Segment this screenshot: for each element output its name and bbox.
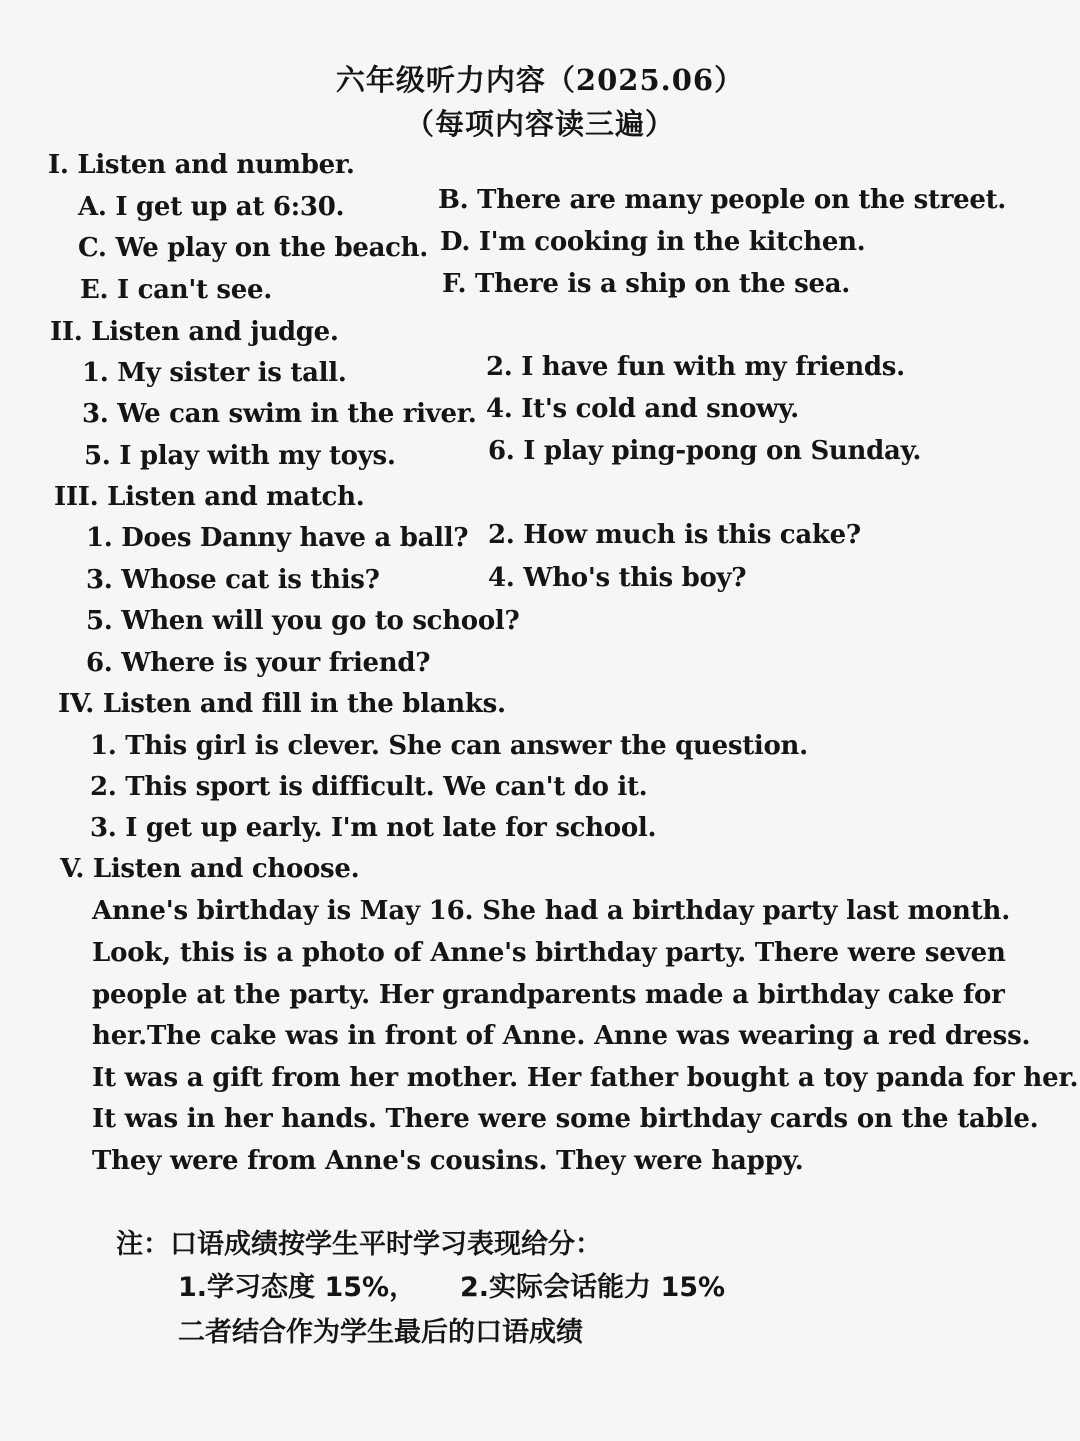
section-1-item-f: F. There is a ship on the sea. (442, 269, 851, 299)
grading-note: 注：口语成绩按学生平时学习表现给分： (116, 1229, 602, 1260)
section-4-item-1: 1. This girl is clever. She can answer the question. (90, 731, 808, 761)
section-1-item-b: B. There are many people on the street. (438, 185, 1007, 215)
passage-line: They were from Anne's cousins. They were happy. (92, 1146, 804, 1176)
passage-line: It was a gift from her mother. Her father bought a toy panda for her. (92, 1063, 1079, 1093)
section-3-heading: III. Listen and match. (54, 482, 365, 512)
passage-line: Anne's birthday is May 16. She had a birthday party last month. (92, 896, 1011, 926)
section-2-item-3: 3. We can swim in the river. (82, 399, 477, 429)
section-2-item-4: 4. It's cold and snowy. (486, 394, 799, 424)
section-3-item-5: 5. When will you go to school? (86, 606, 520, 636)
section-1-item-e: E. I can't see. (80, 275, 273, 305)
page-subtitle: （每项内容读三遍） (404, 107, 675, 141)
section-1-item-a: A. I get up at 6:30. (78, 192, 345, 222)
section-2-item-1: 1. My sister is tall. (82, 358, 347, 388)
grading-note-item-2: 2.实际会话能力 15% (460, 1272, 726, 1303)
passage-line: It was in her hands. There were some birthday cards on the table. (92, 1104, 1039, 1134)
section-3-item-3: 3. Whose cat is this? (86, 565, 380, 595)
section-3-item-4: 4. Who's this boy? (488, 563, 747, 593)
passage-line: her.The cake was in front of Anne. Anne was wearing a red dress. (92, 1021, 1031, 1051)
section-2-item-5: 5. I play with my toys. (84, 441, 396, 471)
section-3-item-2: 2. How much is this cake? (488, 520, 861, 550)
section-2-heading: II. Listen and judge. (50, 317, 339, 347)
section-2-item-6: 6. I play ping-pong on Sunday. (488, 436, 922, 466)
section-2-item-2: 2. I have fun with my friends. (486, 352, 905, 382)
section-4-item-3: 3. I get up early. I'm not late for school. (90, 813, 657, 843)
section-5-heading: V. Listen and choose. (60, 854, 360, 884)
section-1-heading: I. Listen and number. (48, 150, 355, 180)
grading-note-item-1: 1.学习态度 15%， (178, 1272, 417, 1303)
section-4-item-2: 2. This sport is difficult. We can't do it. (90, 772, 648, 802)
grading-note-summary: 二者结合作为学生最后的口语成绩 (178, 1317, 583, 1348)
passage-line: Look, this is a photo of Anne's birthday party. There were seven (92, 938, 1006, 968)
section-3-item-6: 6. Where is your friend? (86, 648, 431, 678)
section-1-item-c: C. We play on the beach. (78, 233, 429, 263)
page-title: 六年级听力内容（2025.06） (335, 63, 745, 97)
section-4-heading: IV. Listen and fill in the blanks. (58, 689, 506, 719)
section-3-item-1: 1. Does Danny have a ball? (86, 523, 469, 553)
section-1-item-d: D. I'm cooking in the kitchen. (440, 227, 866, 257)
passage-line: people at the party. Her grandparents made a birthday cake for (92, 980, 1005, 1010)
